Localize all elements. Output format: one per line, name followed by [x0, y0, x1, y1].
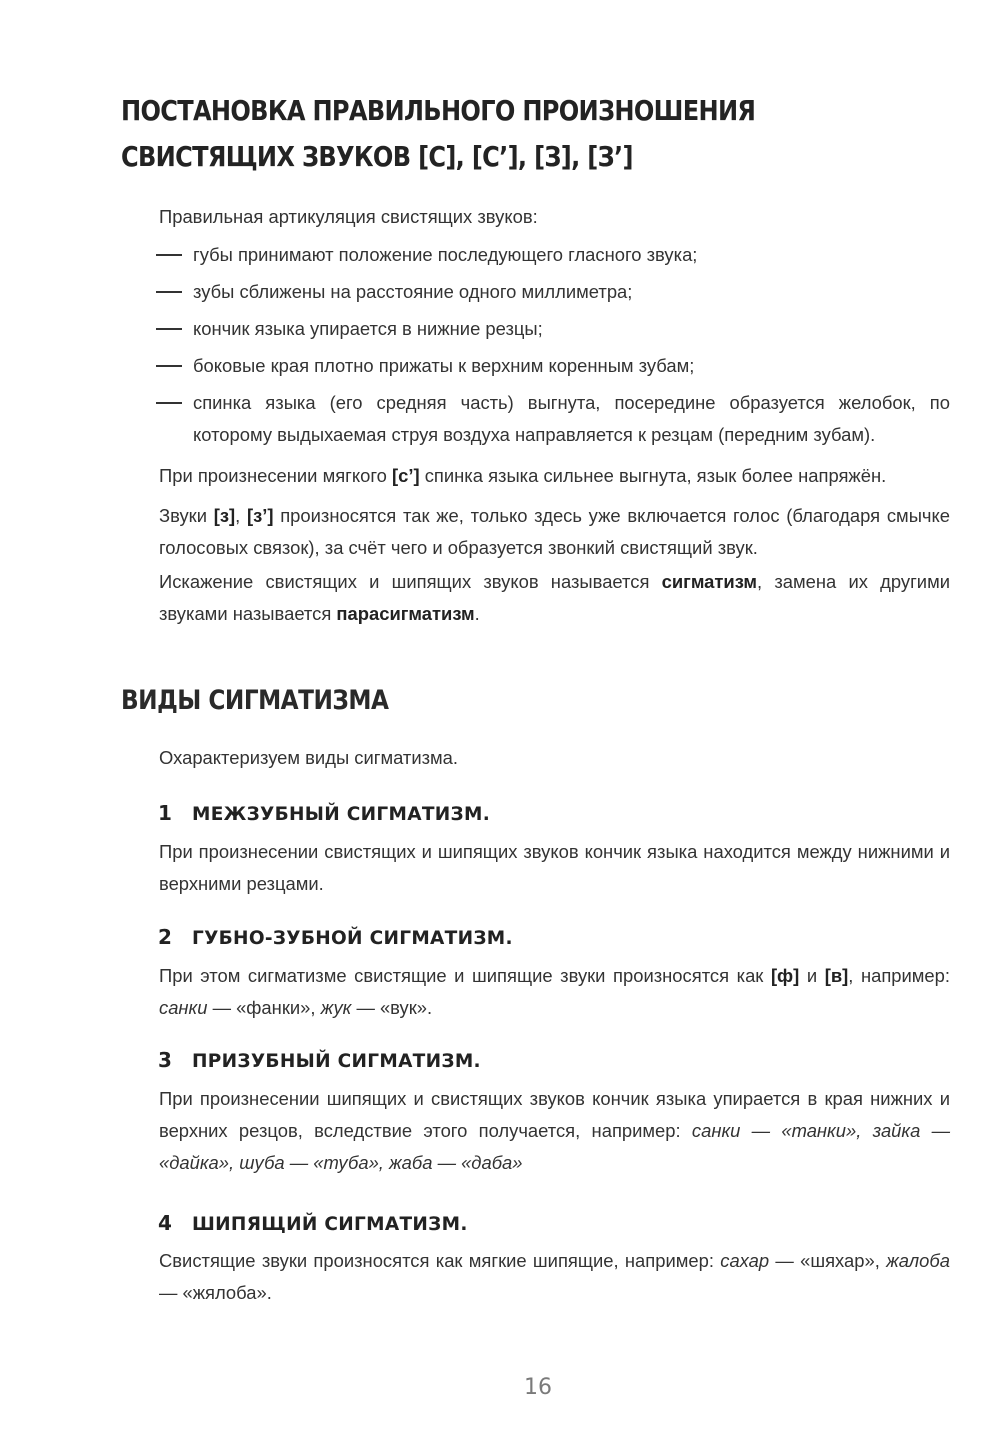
type-description: При произнесении шипящих и свистящих звуков кончик языка упирается в края нижних и верхних резцов, вследствие этого получается, например: санки — «танки», зайка — «дайка», шуба — «туба», жаба — «даба» [159, 1088, 951, 1173]
type-description: При произнесении свистящих и шипящих звуков кончик языка находится между нижними и верхними резцами. [159, 841, 950, 894]
list-item: боковые края плотно прижаты к верхним коренным зубам; [159, 350, 950, 382]
articulation-list [159, 239, 950, 456]
list-item: губы принимают положение последующего гласного звука; [159, 239, 950, 271]
type-description: Свистящие звуки произносятся как мягкие шипящие, например: сахар — «шяхар», жалоба — «жялоба». [159, 1250, 950, 1303]
list-item: спинка языка (его средняя часть) выгнута, посередине образуется желобок, по которому выдыхаемая струя воздуха направляется к резцам (передним зубам). [159, 387, 950, 451]
intro-paragraph: Правильная артикуляция свистящих звуков: [159, 206, 538, 227]
list-item: зубы сближены на расстояние одного миллиметра; [159, 276, 950, 308]
type-heading: 4 ШИПЯЩИЙ СИГМАТИЗМ. [158, 1211, 468, 1235]
type-description: При этом сигматизме свистящие и шипящие звуки произносятся как [ф] и [в], например: санки — «фанки», жук — «вук». [159, 965, 950, 1018]
soft-s-paragraph: При произнесении мягкого [с’] спинка языка сильнее выгнута, язык более напряжён. [159, 465, 887, 486]
section-intro: Охарактеризуем виды сигматизма. [159, 747, 459, 768]
type-heading: 2 ГУБНО-ЗУБНОЙ СИГМАТИЗМ. [158, 925, 513, 949]
dash-marker [156, 254, 182, 256]
sound-highlight: [з] [213, 505, 236, 526]
sound-highlight: [с’] [392, 465, 420, 486]
dash-marker [156, 291, 182, 293]
title-line-2: СВИСТЯЩИХ ЗВУКОВ [С], [С’], [З], [З’] [121, 140, 633, 173]
type-heading: 3 ПРИЗУБНЫЙ СИГМАТИЗМ. [158, 1048, 481, 1072]
list-item: кончик языка упирается в нижние резцы; [159, 313, 950, 345]
sound-highlight: [з’] [246, 505, 274, 526]
dash-marker [156, 402, 182, 404]
title-line-1: ПОСТАНОВКА ПРАВИЛЬНОГО ПРОИЗНОШЕНИЯ [121, 94, 756, 127]
distortion-paragraph: Искажение свистящих и шипящих звуков называется сигматизм, замена их другими звуками называется парасигматизм. [159, 571, 950, 624]
page-title [121, 88, 809, 180]
term-parasigmatism: парасигматизм [336, 603, 475, 624]
page-number: 16 [524, 1375, 552, 1400]
section-title: ВИДЫ СИГМАТИЗМА [121, 685, 389, 716]
voiced-paragraph: Звуки [з], [з’] произносятся так же, только здесь уже включается голос (благодаря смычке голосовых связок), за счёт чего и образуется звонкий свистящий звук. [159, 505, 950, 558]
dash-marker [156, 328, 182, 330]
dash-marker [156, 365, 182, 367]
term-sigmatism: сигматизм [661, 571, 758, 592]
type-heading: 1 МЕЖЗУБНЫЙ СИГМАТИЗМ. [158, 801, 491, 825]
